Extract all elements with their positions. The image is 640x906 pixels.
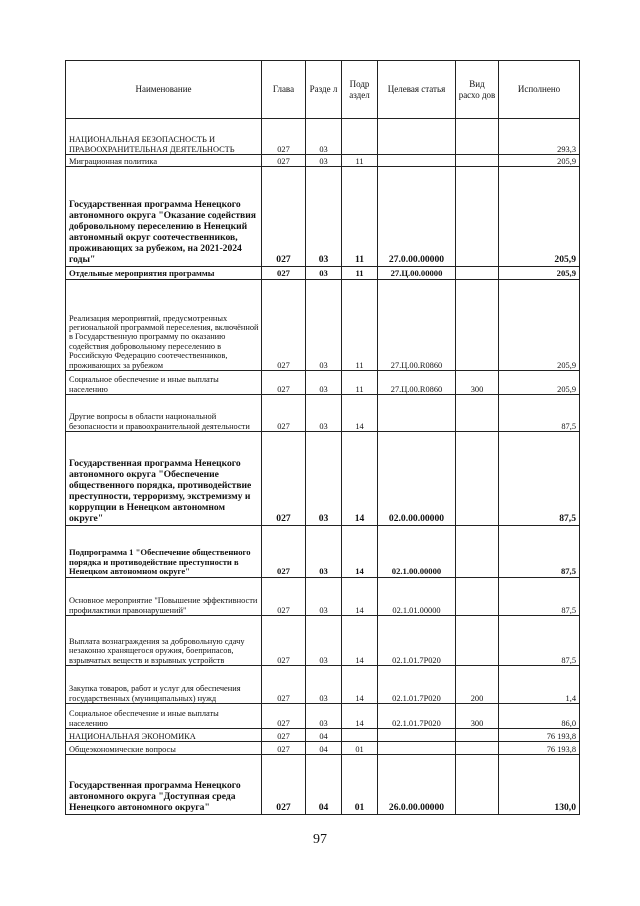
row-podrazdel: 14 xyxy=(342,526,378,578)
table-row xyxy=(66,729,580,742)
row-glava: 027 xyxy=(262,167,306,267)
table-row xyxy=(66,371,580,395)
table-row xyxy=(66,755,580,815)
row-razdel: 03 xyxy=(306,119,342,155)
header-podrazdel: Подр аздел xyxy=(342,61,378,119)
row-podrazdel: 14 xyxy=(342,578,378,616)
row-target: 02.1.01.7Р020 xyxy=(378,616,456,666)
row-vid xyxy=(456,729,499,742)
row-glava: 027 xyxy=(262,578,306,616)
budget-table xyxy=(65,60,580,815)
row-razdel: 03 xyxy=(306,704,342,729)
row-vid xyxy=(456,267,499,280)
row-podrazdel xyxy=(342,119,378,155)
row-vid: 300 xyxy=(456,704,499,729)
row-glava: 027 xyxy=(262,155,306,167)
row-razdel: 03 xyxy=(306,267,342,280)
row-glava: 027 xyxy=(262,526,306,578)
row-glava: 027 xyxy=(262,755,306,815)
row-razdel: 03 xyxy=(306,666,342,704)
row-podrazdel: 01 xyxy=(342,742,378,755)
row-podrazdel: 14 xyxy=(342,395,378,432)
row-target: 02.1.01.7Р020 xyxy=(378,666,456,704)
table-row xyxy=(66,578,580,616)
row-podrazdel xyxy=(342,729,378,742)
row-target xyxy=(378,395,456,432)
row-razdel: 04 xyxy=(306,729,342,742)
row-vid xyxy=(456,616,499,666)
row-name: Государственная программа Ненецкого автономного округа "Оказание содействия добровольному переселению в Ненецкий автономный округ соотечественников, проживающих за рубежом, на 2021-2024 годы" xyxy=(66,167,262,267)
row-value: 87,5 xyxy=(499,616,580,666)
row-razdel: 03 xyxy=(306,155,342,167)
table-row xyxy=(66,704,580,729)
header-row xyxy=(66,61,580,119)
row-target: 02.0.00.00000 xyxy=(378,432,456,526)
row-vid xyxy=(456,526,499,578)
table-row xyxy=(66,526,580,578)
row-target: 02.1.01.7Р020 xyxy=(378,704,456,729)
row-podrazdel: 14 xyxy=(342,616,378,666)
row-name: Выплата вознаграждения за добровольную сдачу незаконно хранящегося оружия, боеприпасов, взрывчатых веществ и взрывных устройств xyxy=(66,616,262,666)
row-podrazdel: 14 xyxy=(342,432,378,526)
row-glava: 027 xyxy=(262,267,306,280)
row-glava: 027 xyxy=(262,395,306,432)
row-target: 27.Ц.00.R0860 xyxy=(378,280,456,371)
row-razdel: 03 xyxy=(306,616,342,666)
row-name: Подпрограмма 1 "Обеспечение общественного порядка и противодействие преступности в Ненецком автономном округе" xyxy=(66,526,262,578)
row-razdel: 03 xyxy=(306,371,342,395)
row-glava: 027 xyxy=(262,119,306,155)
row-podrazdel: 11 xyxy=(342,155,378,167)
row-razdel: 03 xyxy=(306,167,342,267)
row-razdel: 03 xyxy=(306,578,342,616)
row-glava: 027 xyxy=(262,666,306,704)
row-value: 293,3 xyxy=(499,119,580,155)
row-podrazdel: 01 xyxy=(342,755,378,815)
page-number: 97 xyxy=(313,832,327,847)
row-name: Другие вопросы в области национальной безопасности и правоохранительной деятельности xyxy=(66,395,262,432)
row-target: 27.Ц.00.R0860 xyxy=(378,371,456,395)
row-glava: 027 xyxy=(262,742,306,755)
row-vid xyxy=(456,280,499,371)
row-podrazdel: 11 xyxy=(342,167,378,267)
row-value: 1,4 xyxy=(499,666,580,704)
row-razdel: 03 xyxy=(306,395,342,432)
row-razdel: 04 xyxy=(306,742,342,755)
row-razdel: 03 xyxy=(306,526,342,578)
row-glava: 027 xyxy=(262,729,306,742)
row-glava: 027 xyxy=(262,616,306,666)
row-vid: 300 xyxy=(456,371,499,395)
header-name: Наименование xyxy=(66,61,262,119)
row-vid xyxy=(456,395,499,432)
row-vid xyxy=(456,119,499,155)
header-target: Целевая статья xyxy=(378,61,456,119)
row-vid xyxy=(456,155,499,167)
row-target xyxy=(378,729,456,742)
row-podrazdel: 11 xyxy=(342,267,378,280)
row-name: Общеэкономические вопросы xyxy=(66,742,262,755)
table-row xyxy=(66,267,580,280)
row-target: 26.0.00.00000 xyxy=(378,755,456,815)
row-name: НАЦИОНАЛЬНАЯ БЕЗОПАСНОСТЬ И ПРАВООХРАНИТЕЛЬНАЯ ДЕЯТЕЛЬНОСТЬ xyxy=(66,119,262,155)
row-value: 87,5 xyxy=(499,526,580,578)
row-vid xyxy=(456,432,499,526)
row-target xyxy=(378,155,456,167)
row-target xyxy=(378,742,456,755)
row-value: 76 193,8 xyxy=(499,742,580,755)
table-row xyxy=(66,395,580,432)
header-razdel: Разде л xyxy=(306,61,342,119)
row-value: 205,9 xyxy=(499,267,580,280)
row-name: Основное мероприятие "Повышение эффективности профилактики правонарушений" xyxy=(66,578,262,616)
row-podrazdel: 14 xyxy=(342,704,378,729)
row-target: 27.Ц.00.00000 xyxy=(378,267,456,280)
row-value: 205,9 xyxy=(499,155,580,167)
row-vid xyxy=(456,578,499,616)
row-podrazdel: 11 xyxy=(342,371,378,395)
table-row xyxy=(66,280,580,371)
row-target: 02.1.00.00000 xyxy=(378,526,456,578)
header-glava: Глава xyxy=(262,61,306,119)
table-row xyxy=(66,742,580,755)
row-glava: 027 xyxy=(262,432,306,526)
row-vid xyxy=(456,755,499,815)
row-name: Государственная программа Ненецкого автономного округа "Обеспечение общественного порядка, противодействие преступности, терроризму, экстремизму и коррупции в Ненецком автономном округе" xyxy=(66,432,262,526)
header-executed: Исполнено xyxy=(499,61,580,119)
row-name: Государственная программа Ненецкого автономного округа "Доступная среда Ненецкого автономного округа" xyxy=(66,755,262,815)
row-vid: 200 xyxy=(456,666,499,704)
header-vid: Вид расхо дов xyxy=(456,61,499,119)
row-razdel: 03 xyxy=(306,280,342,371)
row-razdel: 04 xyxy=(306,755,342,815)
row-glava: 027 xyxy=(262,371,306,395)
row-value: 87,5 xyxy=(499,395,580,432)
row-value: 86,0 xyxy=(499,704,580,729)
row-podrazdel: 14 xyxy=(342,666,378,704)
row-name: Социальное обеспечение и иные выплаты населению xyxy=(66,704,262,729)
table-row xyxy=(66,616,580,666)
row-razdel: 03 xyxy=(306,432,342,526)
row-name: Отдельные мероприятия программы xyxy=(66,267,262,280)
table-row xyxy=(66,432,580,526)
row-glava: 027 xyxy=(262,704,306,729)
row-value: 205,9 xyxy=(499,167,580,267)
row-name: НАЦИОНАЛЬНАЯ ЭКОНОМИКА xyxy=(66,729,262,742)
row-glava: 027 xyxy=(262,280,306,371)
row-value: 87,5 xyxy=(499,578,580,616)
row-vid xyxy=(456,167,499,267)
row-name: Миграционная политика xyxy=(66,155,262,167)
table-row xyxy=(66,155,580,167)
row-value: 205,9 xyxy=(499,371,580,395)
row-target xyxy=(378,119,456,155)
row-target: 02.1.01.00000 xyxy=(378,578,456,616)
row-value: 87,5 xyxy=(499,432,580,526)
table-row xyxy=(66,119,580,155)
table-row xyxy=(66,666,580,704)
row-value: 76 193,8 xyxy=(499,729,580,742)
row-name: Социальное обеспечение и иные выплаты населению xyxy=(66,371,262,395)
row-value: 130,0 xyxy=(499,755,580,815)
row-name: Реализация мероприятий, предусмотренных региональной программой переселения, включённой в Государственную программу по оказанию содействия добровольному переселению в Российскую Федерацию соотечественников, проживающих за рубежом xyxy=(66,280,262,371)
row-value: 205,9 xyxy=(499,280,580,371)
row-podrazdel: 11 xyxy=(342,280,378,371)
row-vid xyxy=(456,742,499,755)
row-target: 27.0.00.00000 xyxy=(378,167,456,267)
table-row xyxy=(66,167,580,267)
row-name: Закупка товаров, работ и услуг для обеспечения государственных (муниципальных) нужд xyxy=(66,666,262,704)
